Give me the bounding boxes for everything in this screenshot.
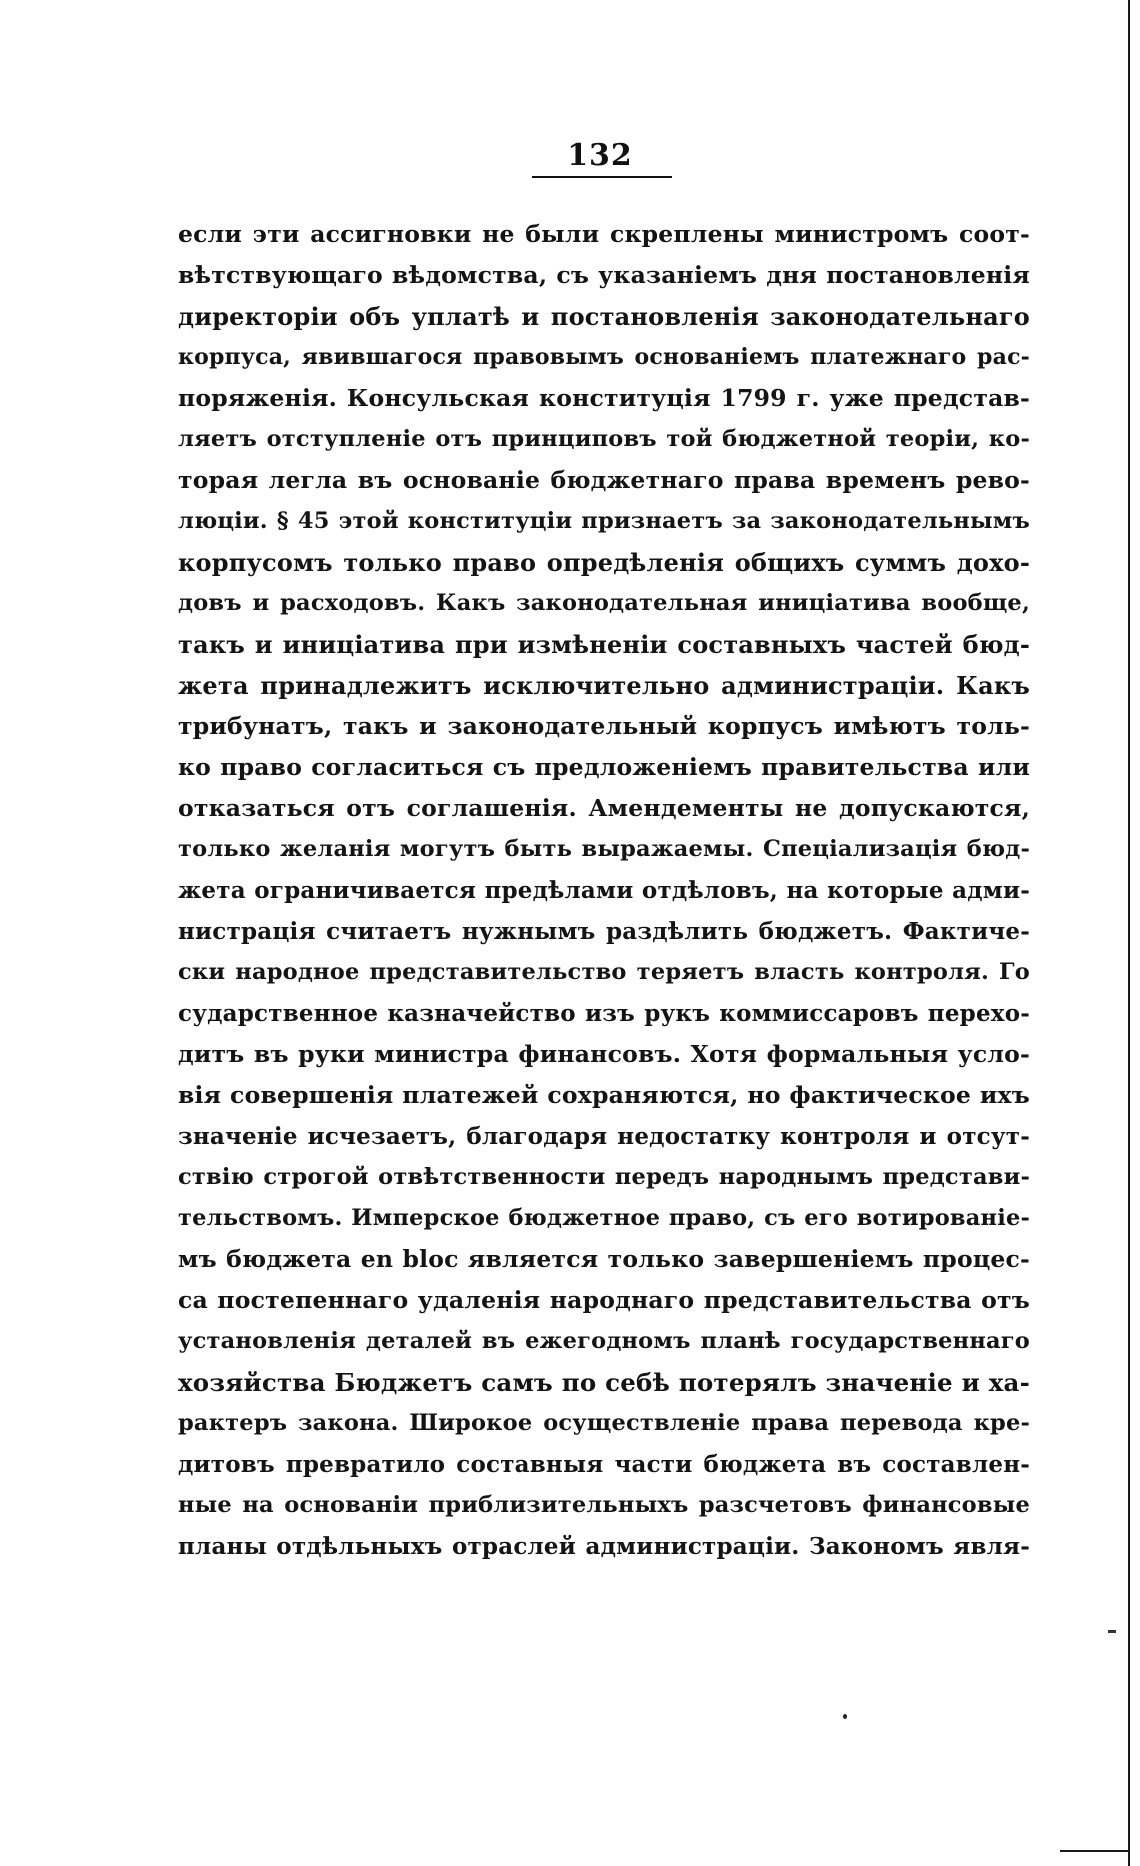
text-line: рактеръ закона. Широкое осуществленіе права перевода кре-	[178, 1410, 1030, 1436]
body-text	[178, 214, 1030, 1567]
text-line: жета ограничивается предѣлами отдѣловъ, на которые адми-	[178, 877, 1030, 904]
page-number: 132	[567, 138, 633, 173]
text-line: ски народное представительство теряетъ власть контроля. Го	[178, 959, 1030, 985]
text-line: мъ бюджета en bloc является только завершеніемъ процес-	[178, 1245, 1030, 1273]
text-line: дитовъ превратило составныя части бюджета въ составлен-	[178, 1451, 1030, 1478]
text-line: сударственное казначейство изъ рукъ коммиссаровъ перехо-	[178, 1000, 1030, 1027]
text-line: довъ и расходовъ. Какъ законодательная иниціатива вообще,	[178, 590, 1030, 616]
text-line: директоріи объ уплатѣ и постановленія законодательнаго	[178, 302, 1030, 331]
text-line: вѣтствующаго вѣдомства, съ указаніемъ дня постановленія	[178, 261, 1030, 289]
text-line: дитъ въ руки министра финансовъ. Хотя формальныя усло-	[178, 1040, 1030, 1068]
text-line: люціи. § 45 этой конституціи признаетъ за законодательнымъ	[178, 508, 1030, 534]
text-line: вія совершенія платежей сохраняются, но фактическое ихъ	[178, 1081, 1030, 1109]
text-line: тельствомъ. Имперское бюджетное право, съ его вотированіе-	[178, 1205, 1030, 1231]
text-line: хозяйства Бюджетъ самъ по себѣ потерялъ значеніе и ха-	[178, 1368, 1030, 1397]
text-line: нистрація считаетъ нужнымъ раздѣлить бюджетъ. Фактиче-	[178, 918, 1030, 945]
text-line: трибунатъ, такъ и законодательный корпусъ имѣютъ толь-	[178, 712, 1030, 740]
text-line: корпусомъ только право опредѣленія общихъ суммъ дохо-	[178, 548, 1030, 577]
text-line: ные на основаніи приблизительныхъ разсчетовъ финансовые	[178, 1492, 1030, 1518]
text-line: ствію строгой отвѣтственности передъ народнымъ представи-	[178, 1164, 1030, 1190]
text-line: планы отдѣльныхъ отраслей администраціи. Закономъ явля-	[178, 1533, 1030, 1560]
header-rule	[532, 176, 672, 178]
text-line: установленія деталей въ ежегодномъ планѣ государственнаго	[178, 1328, 1030, 1354]
text-line: корпуса, явившагося правовымъ основаніемъ платежнаго рас-	[178, 344, 1030, 370]
text-line: отказаться отъ соглашенія. Амендементы не допускаются,	[178, 794, 1030, 822]
page-edge-mark	[1108, 1630, 1116, 1633]
page-edge-line	[1128, 0, 1130, 1866]
text-line: такъ и иниціатива при измѣненіи составныхъ частей бюд-	[178, 630, 1030, 659]
text-line: са постепеннаго удаленія народнаго представительства отъ	[178, 1286, 1030, 1314]
text-line: поряженія. Консульская конституція 1799 г. уже представ-	[178, 384, 1030, 412]
ink-speck	[843, 1714, 847, 1719]
text-line: ляетъ отступленіе отъ принциповъ той бюджетной теоріи, ко-	[178, 426, 1030, 452]
text-line: только желанія могутъ быть выражаемы. Спеціализація бюд-	[178, 836, 1030, 862]
text-line: если эти ассигновки не были скреплены министромъ соот-	[178, 220, 1030, 248]
text-line: ко право согласиться съ предложеніемъ правительства или	[178, 753, 1030, 781]
text-line: жета принадлежитъ исключительно администраціи. Какъ	[178, 671, 1030, 700]
page-edge-foot	[1060, 1850, 1130, 1852]
text-line: значеніе исчезаетъ, благодаря недостатку контроля и отсут-	[178, 1123, 1030, 1150]
text-line: торая легла въ основаніе бюджетнаго права временъ рево-	[178, 466, 1030, 494]
